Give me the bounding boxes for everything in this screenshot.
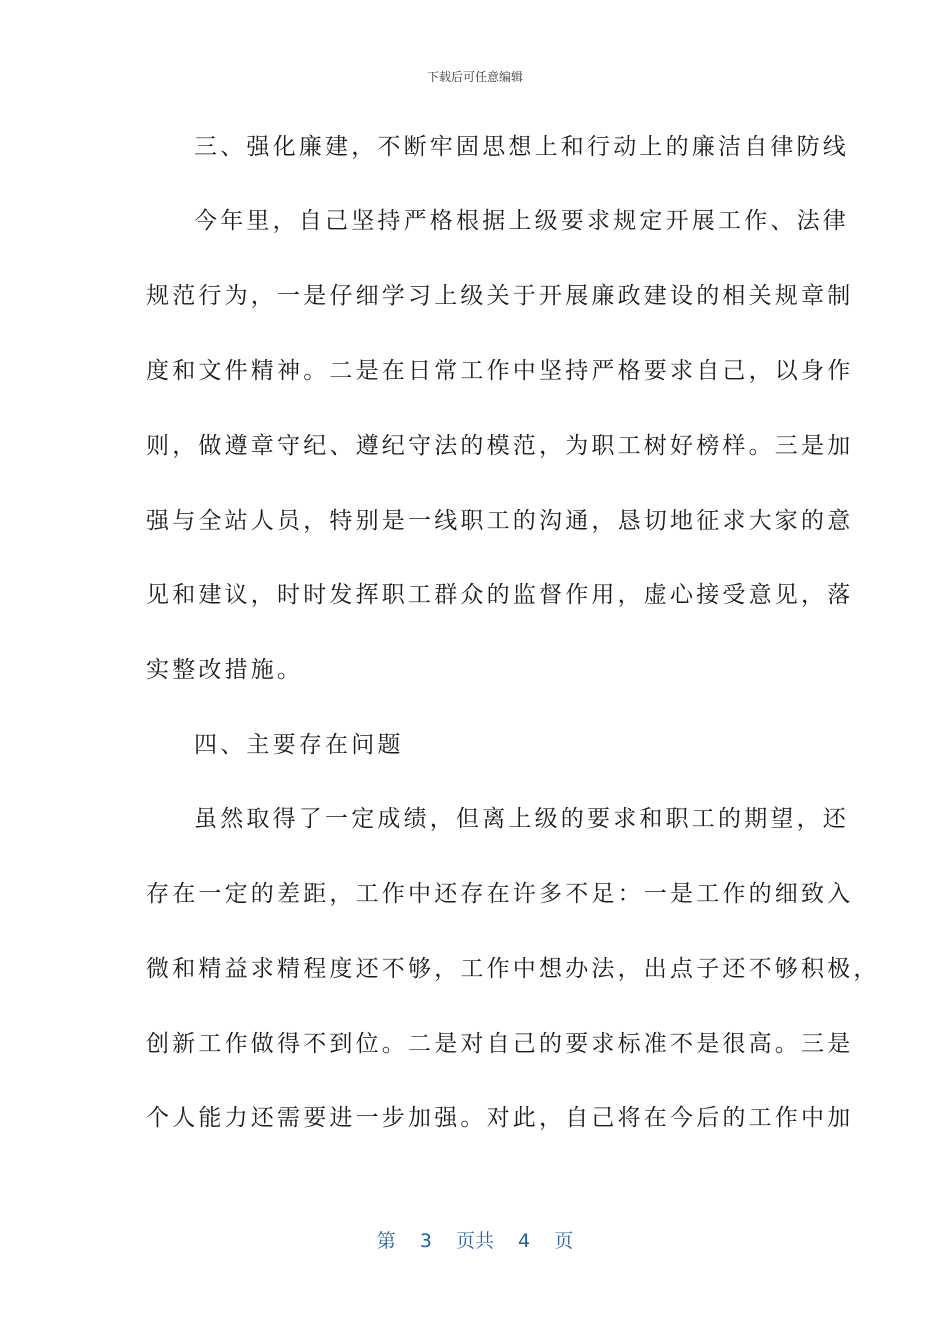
- page-mid: 页共: [455, 1230, 494, 1252]
- section-heading: 三、强化廉建，不断牢固思想上和行动上的廉洁自律防线: [194, 134, 849, 160]
- paragraph-line: 规范行为，一是仔细学习上级关于开展廉政建设的相关规章制: [146, 283, 854, 309]
- paragraph-line: 个人能力还需要进一步加强。对此，自己将在今后的工作中加: [146, 1105, 854, 1131]
- header-note: 下载后可任意编辑: [426, 70, 523, 84]
- paragraph-line: 度和文件精神。二是在日常工作中坚持严格要求自己，以身作: [146, 358, 854, 384]
- total-pages-number: 4: [518, 1230, 531, 1252]
- paragraph-line: 虽然取得了一定成绩，但离上级的要求和职工的期望，还: [194, 806, 849, 832]
- paragraph-line: 强与全站人员，特别是一线职工的沟通，恳切地征求大家的意: [146, 508, 854, 534]
- paragraph-line: 实整改措施。: [146, 657, 304, 683]
- paragraph-line: 见和建议，时时发挥职工群众的监督作用，虚心接受意见，落: [146, 582, 854, 608]
- page-prefix: 第: [376, 1230, 396, 1252]
- paragraph-line: 则，做遵章守纪、遵纪守法的模范，为职工树好榜样。三是加: [146, 433, 854, 459]
- paragraph-line: 创新工作做得不到位。二是对自己的要求标准不是很高。三是: [146, 1031, 854, 1057]
- paragraph-line: 存在一定的差距，工作中还存在许多不足：一是工作的细致入: [146, 881, 854, 907]
- page-footer: [0, 1226, 950, 1253]
- paragraph-line: 今年里，自己坚持严格根据上级要求规定开展工作、法律: [194, 208, 849, 234]
- paragraph-line: 微和精益求精程度还不够，工作中想办法，出点子还不够积极，: [146, 956, 880, 982]
- current-page-number: 3: [419, 1230, 432, 1252]
- page-suffix: 页: [554, 1230, 574, 1252]
- section-heading: 四、主要存在问题: [194, 732, 404, 758]
